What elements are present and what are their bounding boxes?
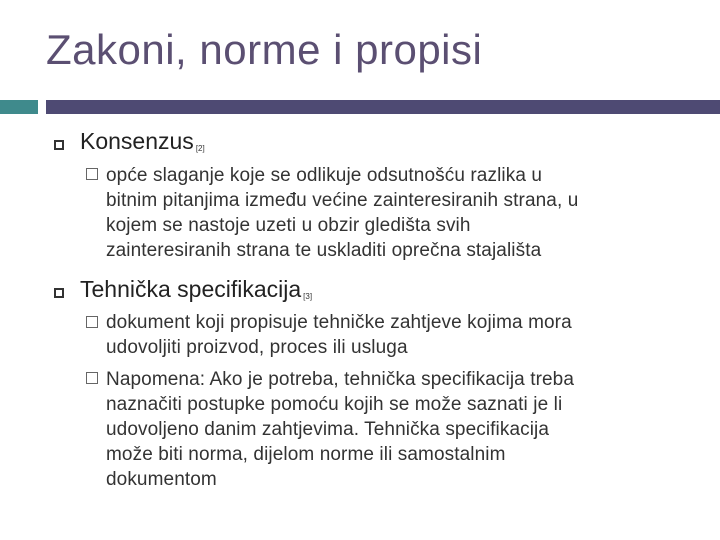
text-line: udovoljeno danim zahtjevima. Tehnička specifikacija: [106, 419, 550, 440]
text-line: dokument koji propisuje tehničke zahtjeve kojima mora: [106, 312, 572, 333]
bullet-square-icon: [54, 288, 64, 298]
text-line: naznačiti postupke pomoću kojih se može saznati je li: [106, 394, 563, 415]
sub-bullet-square-icon: [86, 316, 98, 328]
text-line: zainteresiranih strana te uskladiti oprečna stajališta: [106, 240, 542, 261]
sub-bullet-square-icon: [86, 168, 98, 180]
reference-marker: [2]: [195, 144, 205, 153]
heading-text: Tehnička specifikacija: [80, 276, 302, 302]
reference-marker: [3]: [303, 292, 313, 301]
text-line: bitnim pitanjima između većine zainteresiranih strana, u: [106, 190, 579, 211]
sub-bullet-text: [106, 310, 572, 360]
text-line: opće slaganje koje se odlikuje odsutnošću razlika u: [106, 165, 543, 186]
accent-bar-left: [0, 100, 38, 114]
text-line: Napomena: Ako je potreba, tehnička specifikacija treba: [106, 369, 575, 390]
sub-bullet-square-icon: [86, 372, 98, 384]
sub-bullet-text: [106, 367, 574, 492]
accent-bar-right: [46, 100, 720, 114]
heading-text: Konsenzus: [80, 128, 194, 154]
text-line: udovoljiti proizvod, proces ili usluga: [106, 337, 408, 358]
bullet-heading: [80, 276, 312, 303]
text-line: može biti norma, dijelom norme ili samostalnim: [106, 444, 506, 465]
slide-title: Zakoni, norme i propisi: [46, 26, 483, 73]
sub-bullet-text: [106, 163, 578, 263]
bullet-square-icon: [54, 140, 64, 150]
text-line: dokumentom: [106, 469, 217, 490]
bullet-heading: [80, 128, 205, 155]
text-line: kojem se nastoje uzeti u obzir gledišta svih: [106, 215, 471, 236]
